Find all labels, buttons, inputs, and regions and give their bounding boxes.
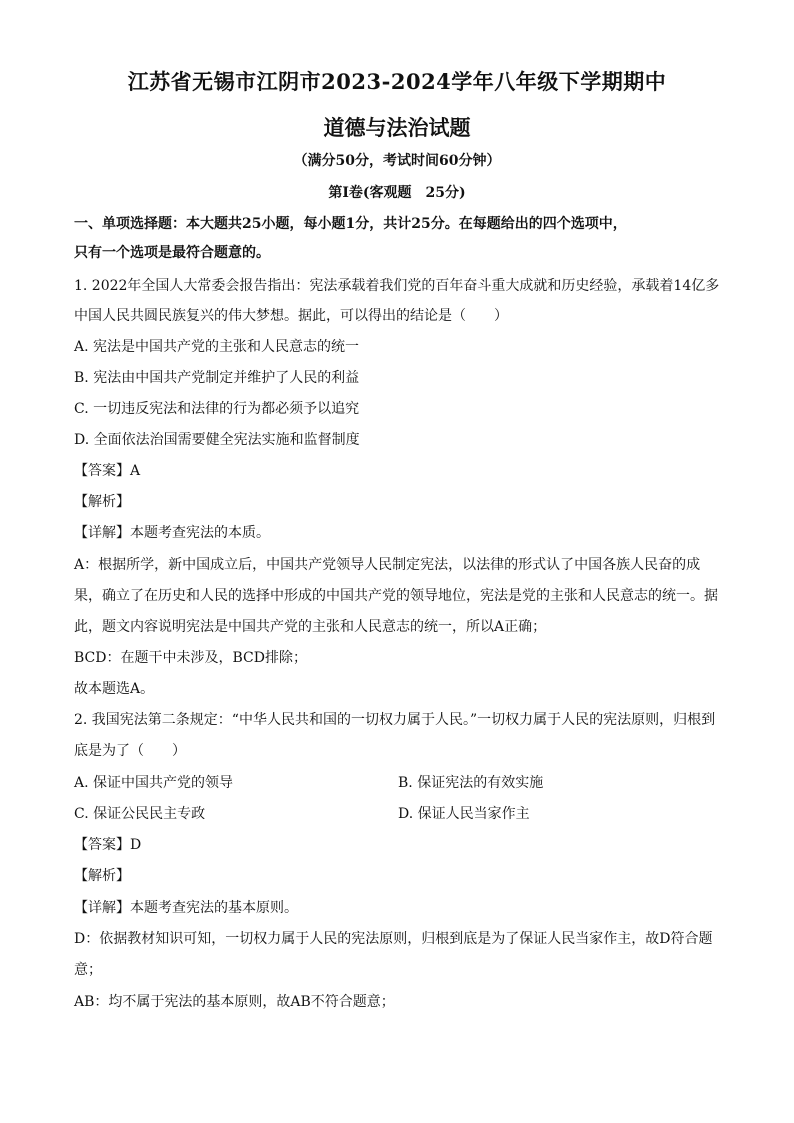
exam-title: 江苏省无锡市江阴市2023-2024学年八年级下学期期中 [127, 69, 667, 94]
question-2-option-a: A. 保证中国共产党的领导 [74, 775, 234, 791]
section-heading-cont: 只有一个选项是最符合题意的。 [74, 245, 270, 261]
section-heading: 一、单项选择题：本大题共25小题，每小题1分，共计25分。在每题给出的四个选项中， [74, 216, 627, 232]
question-1-option-b: B. 宪法由中国共产党制定并维护了人民的利益 [74, 370, 360, 386]
question-1-analysis-label: 【解析】 [74, 494, 130, 510]
question-2-analysis-label: 【解析】 [74, 868, 130, 884]
question-2-option-b: B. 保证宪法的有效实施 [398, 775, 544, 791]
question-1-option-c: C. 一切违反宪法和法律的行为都必须予以追究 [74, 401, 360, 417]
question-2-detail: 【详解】本题考查宪法的基本原则。 [74, 900, 298, 916]
question-1-explanation-bcd: BCD：在题干中未涉及，BCD排除； [74, 650, 307, 666]
question-1-stem: 1. 2022年全国人大常委会报告指出：宪法承载着我们党的百年奋斗重大成就和历史经验，承载着14亿多 [74, 278, 720, 294]
question-2-option-d: D. 保证人民当家作主 [398, 806, 530, 822]
question-1-option-a: A. 宪法是中国共产党的主张和人民意志的统一 [74, 339, 360, 355]
question-1-stem-cont: 中国人民共圆民族复兴的伟大梦想。据此，可以得出的结论是（ ） [74, 308, 508, 324]
question-2-stem-cont: 底是为了（ ） [74, 743, 186, 759]
question-2-option-c: C. 保证公民民主专政 [74, 806, 206, 822]
question-1-explanation-cont: 果，确立了在历史和人民的选择中形成的中国共产党的领导地位，宪法是党的主张和人民意志的统一。据 [74, 588, 718, 604]
question-1-conclusion: 故本题选A。 [74, 681, 155, 697]
question-2-explanation-cont: 意； [74, 962, 102, 978]
question-1-explanation: A：根据所学，新中国成立后，中国共产党领导人民制定宪法，以法律的形式认了中国各族人民奋的成 [74, 557, 701, 573]
question-1-answer: 【答案】A [74, 463, 141, 479]
question-2-explanation-ab: AB：均不属于宪法的基本原则，故AB不符合题意； [74, 994, 395, 1010]
question-2-stem: 2. 我国宪法第二条规定：“中华人民共和国的一切权力属于人民。”一切权力属于人民的宪法原则，归根到 [74, 712, 716, 728]
question-1-detail: 【详解】本题考查宪法的本质。 [74, 525, 270, 541]
question-2-explanation: D：依据教材知识可知，一切权力属于人民的宪法原则，归根到底是为了保证人民当家作主，故D符合题 [74, 931, 713, 947]
question-1-option-d: D. 全面依法治国需要健全宪法实施和监督制度 [74, 432, 360, 448]
exam-meta: （满分50分，考试时间60分钟） [293, 153, 501, 169]
question-2-answer: 【答案】D [74, 837, 142, 853]
volume-heading: 第Ⅰ卷(客观题 25分) [328, 185, 466, 201]
exam-subject: 道德与法治试题 [323, 115, 471, 140]
question-1-explanation-cont: 此，题文内容说明宪法是中国共产党的主张和人民意志的统一，所以A正确； [74, 619, 547, 635]
